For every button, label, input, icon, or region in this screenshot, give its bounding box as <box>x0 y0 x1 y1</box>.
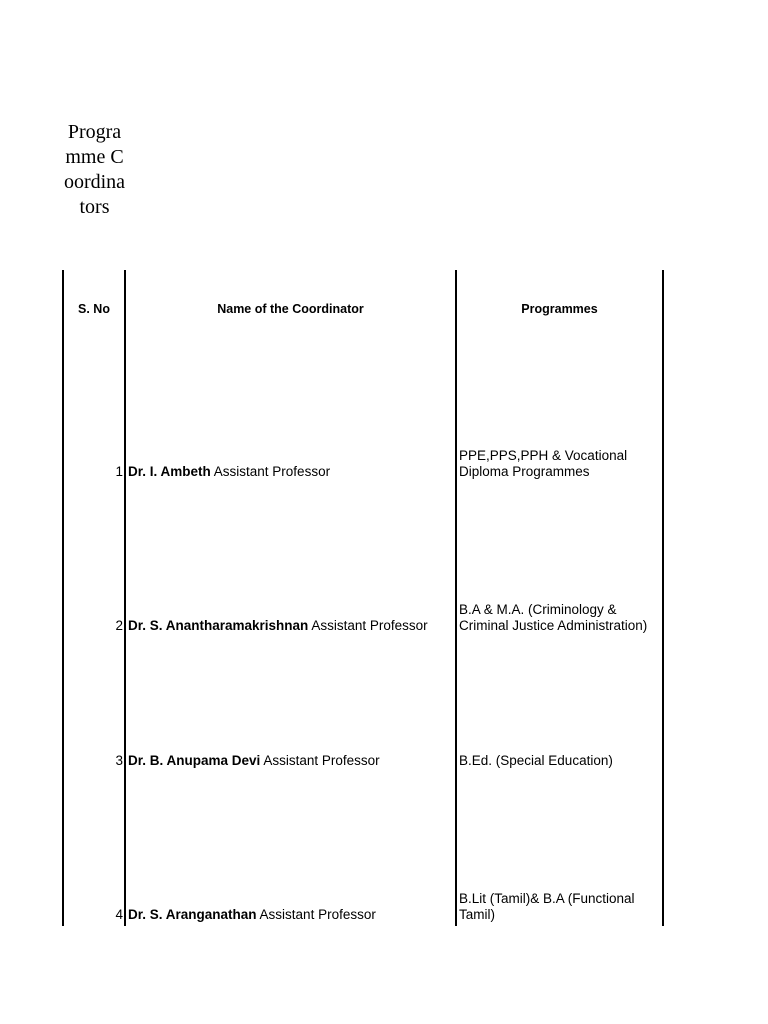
coordinator-name-cell <box>128 753 455 769</box>
table-border-left <box>62 270 64 926</box>
programme-line: B.A & M.A. (Criminology & <box>459 602 617 617</box>
programmes-cell <box>459 891 662 923</box>
coordinator-designation: Assistant Professor <box>311 618 428 633</box>
coordinator-name: Dr. S. Aranganathan <box>128 907 257 922</box>
coordinator-designation: Assistant Professor <box>259 907 376 922</box>
programmes-cell <box>459 448 662 480</box>
coordinator-name: Dr. S. Anantharamakrishnan <box>128 618 309 633</box>
column-header-sno: S. No <box>78 302 110 316</box>
row-sno: 3 <box>115 753 123 768</box>
coordinator-name-cell <box>128 907 455 923</box>
coordinator-designation: Assistant Professor <box>213 464 331 479</box>
programme-line: PPE,PPS,PPH & Vocational <box>459 448 628 463</box>
column-header-programmes: Programmes <box>521 302 598 316</box>
row-sno: 2 <box>115 618 123 633</box>
programme-line: Criminal Justice Administration) <box>459 618 648 633</box>
coordinator-name-cell <box>128 618 455 634</box>
coordinator-name-cell <box>128 464 455 480</box>
programme-line: Diploma Programmes <box>459 464 590 479</box>
table-border-right <box>662 270 664 926</box>
coordinator-designation: Assistant Professor <box>263 753 380 768</box>
programme-line: Tamil) <box>459 907 495 922</box>
programmes-cell <box>459 602 662 634</box>
programmes-cell <box>459 753 662 769</box>
row-sno: 1 <box>115 464 123 479</box>
table-divider-sno <box>124 270 126 926</box>
programme-line: B.Ed. (Special Education) <box>459 753 613 768</box>
column-header-name: Name of the Coordinator <box>217 302 364 316</box>
table-divider-name <box>455 270 457 926</box>
programme-line: B.Lit (Tamil)& B.A (Functional <box>459 891 635 906</box>
page-title: Programme Coordinators <box>63 121 126 218</box>
coordinator-name: Dr. I. Ambeth <box>128 464 211 479</box>
coordinator-name: Dr. B. Anupama Devi <box>128 753 261 768</box>
row-sno: 4 <box>115 907 123 922</box>
